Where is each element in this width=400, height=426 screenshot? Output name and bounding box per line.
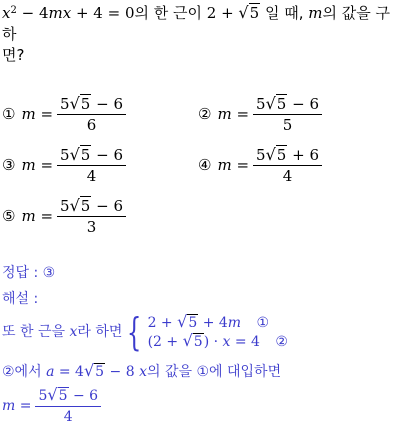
- explanation-system: 또 한 근을 x 라 하면 { 2 + √5 + 4m ① (2 + √5) · x = 4 ②: [2, 310, 288, 354]
- choice-fraction: $\frac{5√5 - 6}{3}$: [57, 197, 126, 236]
- eq-x2: $x^2$: [2, 4, 17, 22]
- system-eq-1: 2 + √5 + 4m ①: [147, 312, 270, 331]
- choice-number: ④: [198, 156, 212, 174]
- substitution-mid: 의 값을 ①에 대입하면: [147, 364, 282, 380]
- question-text: $x^2 - 4mx + 4 = 0$의 한 근이 2 + √5 일 때, m의 값을 구하 면?: [2, 3, 390, 64]
- explanation-label: 해설 :: [2, 291, 39, 307]
- choice-3[interactable]: ③ m = $\frac{5√5 - 6}{4}$: [2, 143, 126, 187]
- choice-5[interactable]: ⑤ m = $\frac{5√5 - 6}{3}$: [2, 194, 126, 238]
- choice-number: ⑤: [2, 207, 16, 225]
- substitution-prefix: ②에서: [2, 364, 42, 380]
- system-eq-2: (2 + √5) · x = 4 ②: [147, 331, 288, 350]
- choice-4[interactable]: ④ m = $\frac{5√5 + 6}{4}$: [198, 143, 322, 187]
- choice-fraction: $\frac{5√5 - 6}{5}$: [253, 95, 322, 134]
- explanation-substitution: ②에서 a = 4√5 − 8 x의 값을 ①에 대입하면: [2, 361, 282, 380]
- choice-fraction: $\frac{5√5 + 6}{4}$: [253, 146, 322, 185]
- final-fraction: $\frac{5√5 - 6}{4}$: [35, 386, 101, 426]
- question-mid: 의 한 근이: [134, 4, 202, 22]
- choice-number: ①: [2, 105, 16, 123]
- answer-label: 정답 :: [2, 265, 39, 281]
- choice-number: ②: [198, 105, 212, 123]
- question-when: 일 때,: [264, 4, 304, 22]
- question-tail: 의 값을 구하: [2, 4, 390, 43]
- choice-2[interactable]: ② m = $\frac{5√5 - 6}{5}$: [198, 92, 322, 136]
- answer-value: ③: [42, 265, 56, 281]
- answer-line: [2, 263, 55, 283]
- choice-number: ③: [2, 156, 16, 174]
- explanation-suffix: 라 하면: [77, 324, 123, 340]
- question-line2: 면?: [2, 46, 25, 64]
- explanation-prefix: 또 한 근을: [2, 324, 65, 340]
- choice-fraction: $\frac{5√5 - 6}{4}$: [57, 146, 126, 185]
- equation-system: { 2 + √5 + 4m ① (2 + √5) · x = 4 ②: [127, 310, 288, 354]
- final-result: m = $\frac{5√5 - 6}{4}$: [2, 386, 101, 426]
- choice-1[interactable]: ① m = $\frac{5√5 - 6}{6}$: [2, 92, 126, 136]
- choice-fraction: $\frac{5√5 - 6}{6}$: [57, 95, 126, 134]
